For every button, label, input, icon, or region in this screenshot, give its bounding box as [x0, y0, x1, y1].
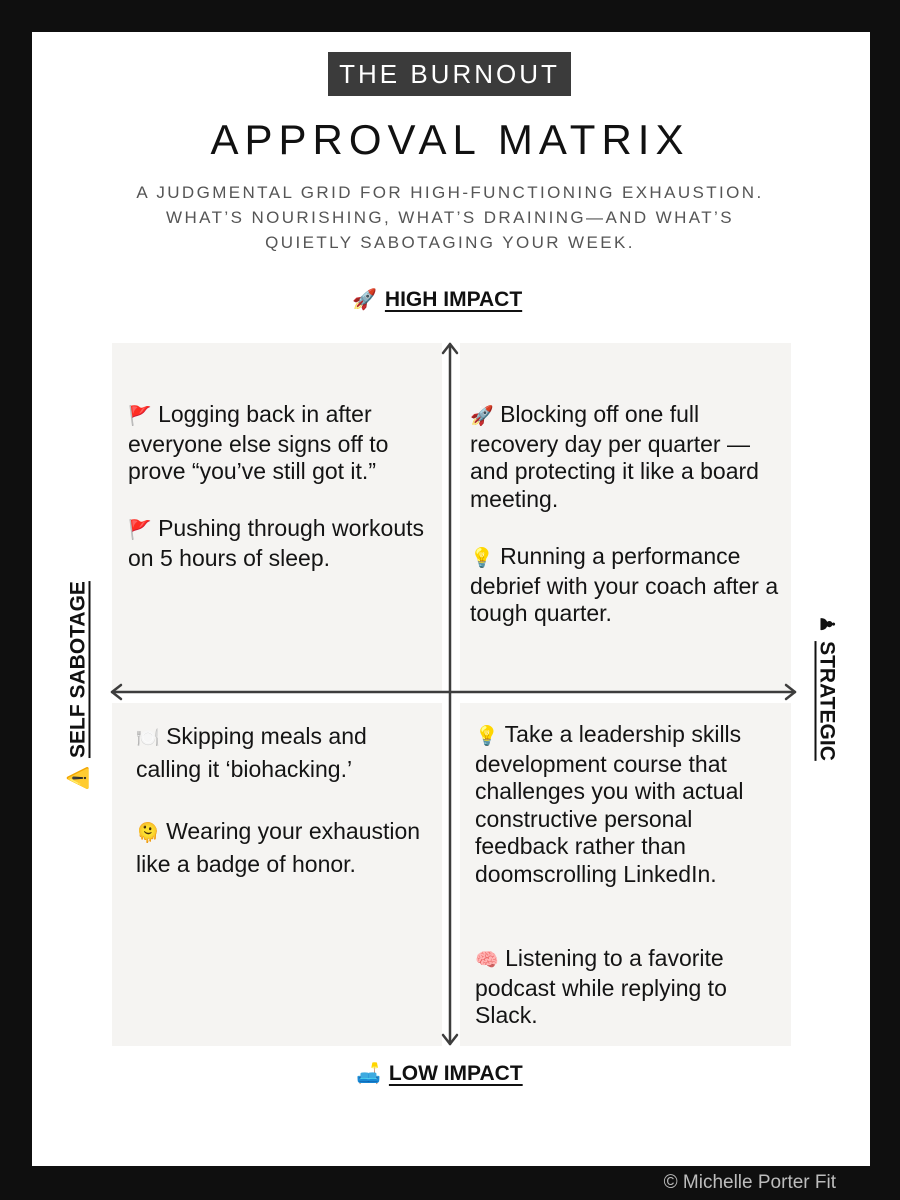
- copyright-text: © Michelle Porter Fit: [663, 1172, 836, 1193]
- item-text: Logging back in after everyone else signs off to prove “you’ve still got it.”: [128, 401, 389, 484]
- list-item: [136, 816, 426, 880]
- item-text: Skipping meals and calling it ‘biohacking.’: [136, 723, 367, 782]
- axis-right-text: STRATEGIC: [816, 641, 839, 761]
- melting-face-icon: 🫠: [136, 823, 160, 844]
- list-item: [128, 515, 432, 572]
- axis-bottom-label: [356, 1061, 523, 1086]
- list-item: [128, 401, 432, 486]
- lightbulb-icon: 💡: [475, 726, 499, 747]
- axis-top-label: [352, 287, 522, 312]
- warning-icon: ⚠️: [67, 766, 90, 791]
- axis-left-text: SELF SABOTAGE: [66, 581, 89, 759]
- list-item: [475, 945, 767, 1030]
- rocket-icon: 🚀: [470, 406, 494, 427]
- axis-top-text: HIGH IMPACT: [384, 287, 523, 311]
- red-flag-icon: 🚩: [128, 520, 152, 541]
- red-flag-icon: 🚩: [128, 406, 152, 427]
- list-item: [136, 721, 426, 785]
- page-title: APPROVAL MATRIX: [210, 116, 690, 163]
- item-text: Wearing your exhaustion like a badge of honor.: [136, 818, 421, 877]
- list-item: [470, 401, 774, 513]
- list-item: [470, 543, 780, 628]
- item-text: Listening to a favorite podcast while replying to Slack.: [475, 945, 727, 1028]
- lightbulb-icon: 💡: [470, 548, 494, 569]
- axis-right-label: [815, 615, 840, 761]
- brain-icon: 🧠: [475, 950, 499, 971]
- item-text: Blocking off one full recovery day per quarter —and protecting it like a board meeting.: [470, 401, 759, 512]
- item-text: Running a performance debrief with your coach after a tough quarter.: [470, 543, 779, 626]
- item-text: Pushing through workouts on 5 hours of sleep.: [128, 515, 424, 571]
- page-subtitle: A JUDGMENTAL GRID FOR HIGH-FUNCTIONING EXHAUSTION. WHAT’S NOURISHING, WHAT’S DRAINING—AND WHAT’S QUIETLY SABOTAGING YOUR WEEK.: [136, 183, 764, 252]
- item-text: Take a leadership skills development course that challenges you with actual constructive personal feedback rather than doomscrolling LinkedIn.: [475, 721, 744, 887]
- badge-text: THE BURNOUT: [339, 58, 560, 89]
- list-item: [475, 721, 773, 888]
- axis-left-label: [66, 581, 91, 791]
- fork-knife-icon: 🍽️: [136, 728, 160, 749]
- couch-icon: 🛋️: [356, 1063, 381, 1085]
- rocket-icon: 🚀: [352, 289, 377, 311]
- axis-bottom-text: LOW IMPACT: [388, 1061, 523, 1085]
- chess-pawn-icon: ♟: [815, 615, 838, 634]
